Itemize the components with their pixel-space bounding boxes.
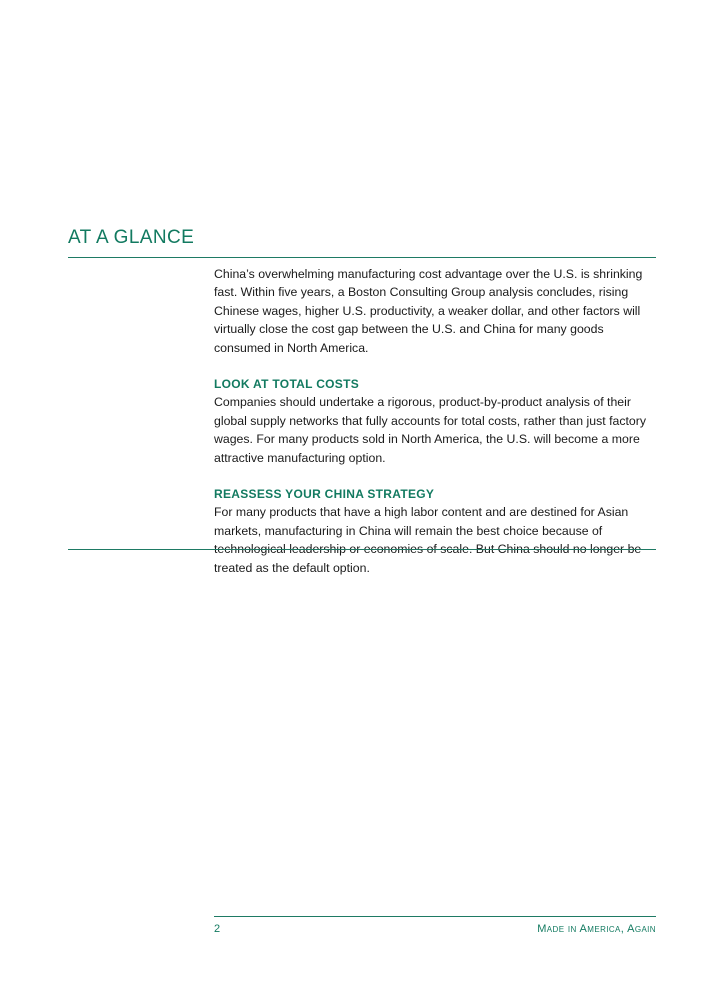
section-heading: AT A GLANCE [68,227,195,248]
section-body: Companies should undertake a rigorous, product-by-product analysis of their global supply networks that fully accounts for total costs, rather than just factory wages. For many products sold in North America, the U.S. will become a more attractive manufacturing option. [214,395,646,465]
section-title: LOOK AT TOTAL COSTS [214,377,360,392]
content-divider [68,549,656,550]
heading-divider [68,257,656,258]
section-china-strategy [214,485,658,577]
footer-divider [214,916,656,917]
summary-content [214,265,658,577]
section-body: For many products that have a high labor content and are destined for Asian markets, manufacturing in China will remain the best choice because of technological leadership or economies of scale. But China should no longer be treated as the default option. [214,505,642,575]
section-title: REASSESS YOUR CHINA STRATEGY [214,487,435,502]
intro-paragraph: China’s overwhelming manufacturing cost advantage over the U.S. is shrinking fast. Within five years, a Boston Consulting Group analysis concludes, rising Chinese wages, higher U.S. productivity, a weaker dollar, and other factors will virtually close the cost gap between the U.S. and China for many goods consumed in North America. [214,267,643,355]
running-title: Made in America, Again [537,923,656,935]
section-total-costs [214,375,658,467]
page-number: 2 [214,923,221,935]
